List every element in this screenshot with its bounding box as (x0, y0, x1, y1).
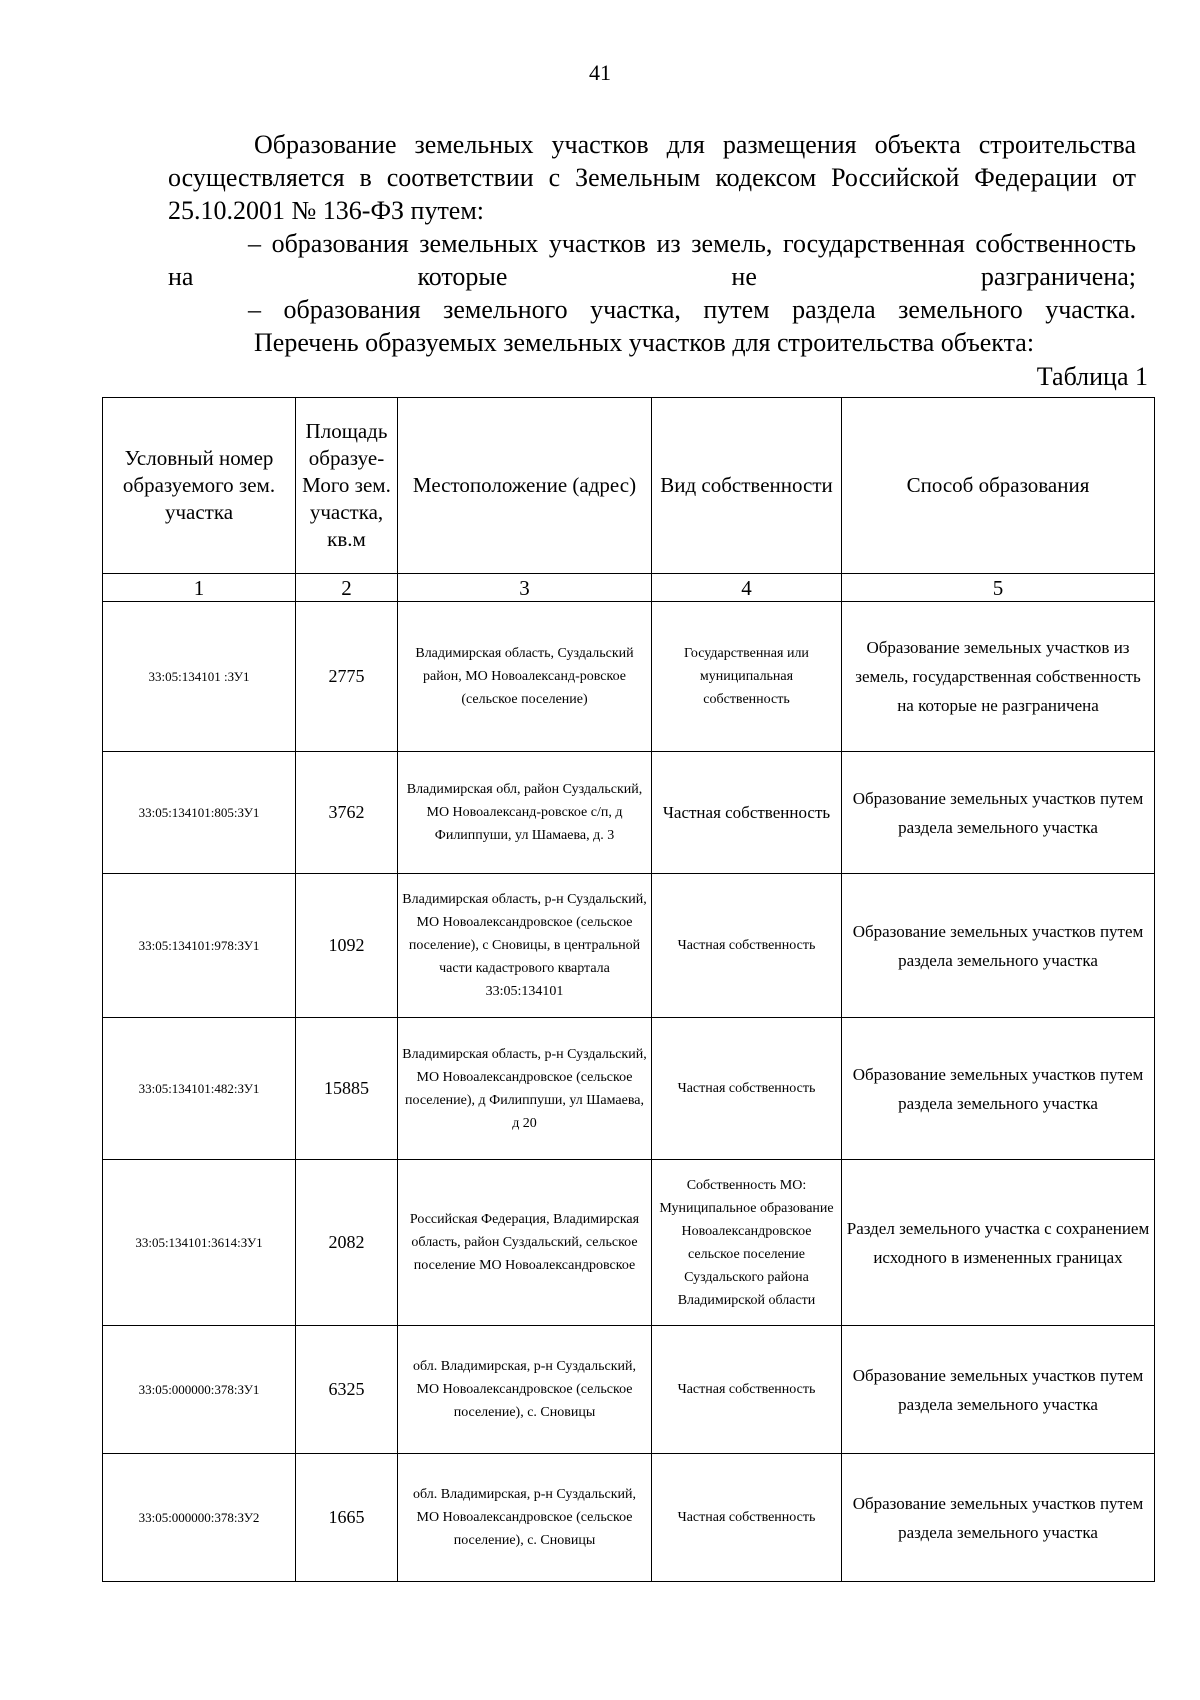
table-row (103, 752, 1155, 874)
plot-area: 6325 (296, 1326, 398, 1454)
plot-method: Образование земельных участков путем раздела земельного участка (842, 874, 1155, 1018)
plot-area: 15885 (296, 1018, 398, 1160)
table-row (103, 602, 1155, 752)
plot-area: 2082 (296, 1160, 398, 1326)
plot-ownership: Частная собственность (652, 874, 842, 1018)
plot-ownership: Частная собственность (652, 1326, 842, 1454)
column-number: 4 (652, 574, 842, 602)
plot-method: Образование земельных участков путем раздела земельного участка (842, 752, 1155, 874)
column-number-row (103, 574, 1155, 602)
plot-address: Владимирская область, р-н Суздальский, МО Новоалександровское (сельское поселение), д Филиппуши, ул Шамаева, д 20 (398, 1018, 652, 1160)
plot-address: Российская Федерация, Владимирская область, район Суздальский, сельское поселение МО Новоалександровское (398, 1160, 652, 1326)
plot-area: 1665 (296, 1454, 398, 1582)
intro-paragraph: Образование земельных участков для размещения объекта строительства осуществляется в соответствии с Земельным кодексом Российской Федерации от 25.10.2001 № 136-ФЗ путем: (168, 130, 1136, 225)
page-number: 41 (589, 60, 611, 85)
plot-ownership: Собственность МО: Муниципальное образование Новоалександровское сельское поселение Суздальского района Владимирской области (652, 1160, 842, 1326)
land-plots-table (102, 397, 1155, 1582)
plot-method: Раздел земельного участка с сохранением исходного в измененных границах (842, 1160, 1155, 1326)
header-ownership: Вид собственности (652, 398, 842, 574)
plot-ownership: Государственная или муниципальная собственность (652, 602, 842, 752)
table-header-row (103, 398, 1155, 574)
plot-area: 3762 (296, 752, 398, 874)
table-row (103, 1018, 1155, 1160)
plot-method: Образование земельных участков путем раздела земельного участка (842, 1454, 1155, 1582)
plot-ownership: Частная собственность (652, 1018, 842, 1160)
column-number: 2 (296, 574, 398, 602)
header-area: Площадь образуе-Мого зем. участка, кв.м (296, 398, 398, 574)
intro-item-2: – образования земельного участка, путем раздела земельного участка. (248, 295, 1136, 324)
intro-text (168, 128, 1136, 359)
column-number: 5 (842, 574, 1155, 602)
plot-address: Владимирская область, Суздальский район, МО Новоалександ-ровское (сельское поселение) (398, 602, 652, 752)
plot-method: Образование земельных участков из земель, государственная собственность на которые не разграничена (842, 602, 1155, 752)
table-row (103, 1454, 1155, 1582)
table-row (103, 1160, 1155, 1326)
intro-item-1: – образования земельных участков из земель, государственная собственность на которые не разграничена; (168, 229, 1136, 291)
plot-ownership: Частная собственность (652, 1454, 842, 1582)
header-number: Условный номер образуемого зем. участка (103, 398, 296, 574)
plot-number: 33:05:134101:482:ЗУ1 (103, 1018, 296, 1160)
plot-address: Владимирская область, р-н Суздальский, МО Новоалександровское (сельское поселение), с Сновицы, в центральной части кадастрового квартала 33:05:134101 (398, 874, 652, 1018)
plot-ownership: Частная собственность (652, 752, 842, 874)
plot-number: 33:05:000000:378:ЗУ2 (103, 1454, 296, 1582)
column-number: 1 (103, 574, 296, 602)
plot-number: 33:05:134101 :ЗУ1 (103, 602, 296, 752)
plot-address: обл. Владимирская, р-н Суздальский, МО Новоалександровское (сельское поселение), с. Сновицы (398, 1454, 652, 1582)
plot-number: 33:05:134101:978:ЗУ1 (103, 874, 296, 1018)
plot-number: 33:05:000000:378:ЗУ1 (103, 1326, 296, 1454)
plot-method: Образование земельных участков путем раздела земельного участка (842, 1018, 1155, 1160)
table-caption: Таблица 1 (1036, 362, 1148, 391)
plot-area: 2775 (296, 602, 398, 752)
plot-number: 33:05:134101:3614:ЗУ1 (103, 1160, 296, 1326)
column-number: 3 (398, 574, 652, 602)
plot-address: Владимирская обл, район Суздальский, МО Новоалександ-ровское с/п, д Филиппуши, ул Шамаева, д. 3 (398, 752, 652, 874)
list-title: Перечень образуемых земельных участков для строительства объекта: (254, 328, 1035, 357)
plot-area: 1092 (296, 874, 398, 1018)
plot-method: Образование земельных участков путем раздела земельного участка (842, 1326, 1155, 1454)
header-method: Способ образования (842, 398, 1155, 574)
plot-number: 33:05:134101:805:ЗУ1 (103, 752, 296, 874)
table-row (103, 874, 1155, 1018)
header-address: Местоположение (адрес) (398, 398, 652, 574)
table-row (103, 1326, 1155, 1454)
plot-address: обл. Владимирская, р-н Суздальский, МО Новоалександровское (сельское поселение), с. Сновицы (398, 1326, 652, 1454)
